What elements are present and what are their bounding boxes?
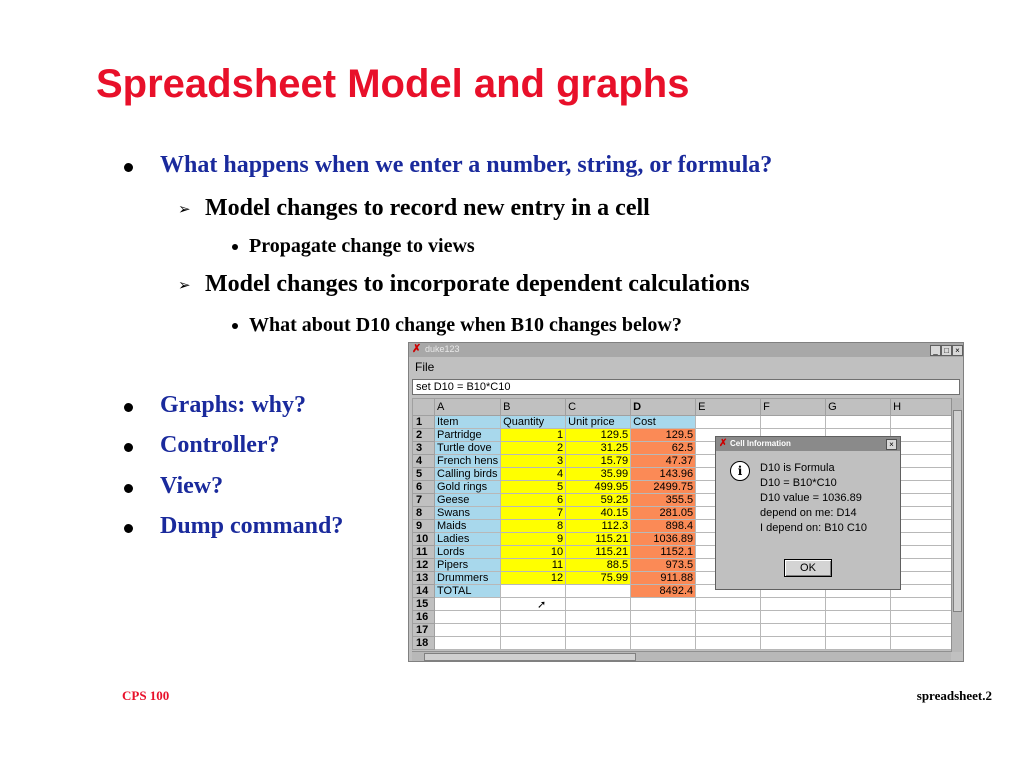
row-header[interactable]: 6	[413, 481, 435, 494]
info-icon: i	[730, 461, 750, 481]
cell[interactable]: Calling birds	[435, 468, 501, 481]
cell[interactable]: 75.99	[566, 572, 631, 585]
column-header-c[interactable]: C	[566, 399, 631, 416]
cell[interactable]: Cost	[631, 416, 696, 429]
table-row	[413, 624, 953, 637]
cell[interactable]: 7	[501, 507, 566, 520]
cell[interactable]: 2499.75	[631, 481, 696, 494]
menu-file[interactable]: File	[415, 360, 435, 374]
cell[interactable]: Ladies	[435, 533, 501, 546]
cell[interactable]	[631, 611, 696, 624]
row-header[interactable]: 11	[413, 546, 435, 559]
cell[interactable]	[696, 624, 761, 637]
dialog-titlebar[interactable]	[716, 437, 900, 451]
cell[interactable]	[566, 611, 631, 624]
close-button[interactable]: ×	[952, 345, 963, 356]
arrow-bullet-icon: ➢	[178, 276, 191, 294]
row-header[interactable]: 15	[413, 598, 435, 611]
cell[interactable]: 911.88	[631, 572, 696, 585]
row-header[interactable]: 14	[413, 585, 435, 598]
cell[interactable]	[435, 637, 501, 650]
bullet-controller: Controller?	[160, 432, 280, 458]
row-header[interactable]: 13	[413, 572, 435, 585]
ok-button[interactable]: OK	[784, 559, 832, 577]
subsubbullet-propagate: Propagate change to views	[249, 235, 475, 257]
cell[interactable]	[435, 611, 501, 624]
x-logo-icon: ✗	[719, 438, 728, 449]
table-row	[413, 611, 953, 624]
window-titlebar[interactable]	[409, 343, 963, 357]
cell[interactable]	[501, 637, 566, 650]
row-header[interactable]: 9	[413, 520, 435, 533]
cell[interactable]	[566, 637, 631, 650]
cell[interactable]: Turtle dove	[435, 442, 501, 455]
cell[interactable]: 62.5	[631, 442, 696, 455]
cell[interactable]: 129.5	[566, 429, 631, 442]
cell-total-cost[interactable]: 8492.4	[631, 585, 696, 598]
cell[interactable]: 5	[501, 481, 566, 494]
column-header-row	[413, 399, 953, 416]
cell[interactable]: Drummers	[435, 572, 501, 585]
cell[interactable]: TOTAL	[435, 585, 501, 598]
vertical-scroll-thumb[interactable]	[953, 410, 962, 612]
cell[interactable]	[761, 598, 826, 611]
command-input[interactable]: set D10 = B10*C10	[412, 379, 960, 395]
table-row	[413, 637, 953, 650]
cell[interactable]	[826, 611, 891, 624]
cell[interactable]: 499.95	[566, 481, 631, 494]
cell[interactable]	[891, 416, 953, 429]
cell[interactable]: 10	[501, 546, 566, 559]
cell[interactable]	[891, 598, 953, 611]
cell[interactable]: 112.3	[566, 520, 631, 533]
cell[interactable]	[501, 585, 566, 598]
bullet-dot	[124, 524, 133, 533]
maximize-button[interactable]: □	[941, 345, 952, 356]
cell[interactable]	[566, 585, 631, 598]
cell[interactable]: Quantity	[501, 416, 566, 429]
cell[interactable]: Item	[435, 416, 501, 429]
cell[interactable]: 281.05	[631, 507, 696, 520]
horizontal-scroll-thumb[interactable]	[424, 653, 636, 661]
cell-d10[interactable]: 1036.89	[631, 533, 696, 546]
cell[interactable]: Gold rings	[435, 481, 501, 494]
table-row	[413, 598, 953, 611]
cell[interactable]: 6	[501, 494, 566, 507]
arrow-bullet-icon: ➢	[178, 200, 191, 218]
cell[interactable]: 9	[501, 533, 566, 546]
cell[interactable]: 355.5	[631, 494, 696, 507]
cell[interactable]	[696, 637, 761, 650]
column-header-h[interactable]: H	[891, 399, 953, 416]
footer-course: CPS 100	[122, 688, 170, 703]
cell[interactable]	[696, 598, 761, 611]
cell[interactable]	[826, 416, 891, 429]
cell[interactable]	[761, 624, 826, 637]
cell[interactable]	[501, 611, 566, 624]
dialog-line: depend on me: D14	[760, 507, 857, 519]
bullet-view: View?	[160, 473, 224, 499]
cell[interactable]: 12	[501, 572, 566, 585]
cell[interactable]: 115.21	[566, 533, 631, 546]
cell[interactable]: 59.25	[566, 494, 631, 507]
row-header[interactable]: 18	[413, 637, 435, 650]
cell[interactable]	[891, 611, 953, 624]
bullet-dot	[124, 443, 133, 452]
row-header[interactable]: 7	[413, 494, 435, 507]
cell[interactable]	[501, 598, 566, 611]
dialog-close-button[interactable]: ×	[886, 439, 897, 450]
column-header-f[interactable]: F	[761, 399, 826, 416]
subbullet-record-entry: Model changes to record new entry in a cell	[205, 195, 650, 221]
cell[interactable]: 3	[501, 455, 566, 468]
row-header[interactable]: 1	[413, 416, 435, 429]
window-title: duke123	[425, 344, 460, 354]
dialog-line: D10 value = 1036.89	[760, 492, 862, 504]
dialog-title: Cell Information	[730, 439, 791, 448]
cell[interactable]: 40.15	[566, 507, 631, 520]
row-header[interactable]: 5	[413, 468, 435, 481]
column-header-g[interactable]: G	[826, 399, 891, 416]
cell[interactable]: Maids	[435, 520, 501, 533]
cell[interactable]: Partridge	[435, 429, 501, 442]
column-header-b[interactable]: B	[501, 399, 566, 416]
cell[interactable]: Pipers	[435, 559, 501, 572]
cell[interactable]	[761, 611, 826, 624]
table-row	[413, 416, 953, 429]
cell[interactable]: 1	[501, 429, 566, 442]
horizontal-scrollbar[interactable]	[412, 651, 951, 661]
bullet-dot	[124, 484, 133, 493]
cell[interactable]: Geese	[435, 494, 501, 507]
cell[interactable]: Swans	[435, 507, 501, 520]
cell[interactable]	[631, 624, 696, 637]
cell[interactable]: 4	[501, 468, 566, 481]
row-header[interactable]: 17	[413, 624, 435, 637]
dialog-line: D10 is Formula	[760, 462, 835, 474]
vertical-scrollbar[interactable]	[951, 398, 962, 652]
cell[interactable]	[891, 624, 953, 637]
row-header[interactable]: 10	[413, 533, 435, 546]
bullet-dot	[232, 323, 238, 329]
row-header[interactable]: 12	[413, 559, 435, 572]
cell[interactable]: 1152.1	[631, 546, 696, 559]
cell[interactable]	[826, 624, 891, 637]
mouse-pointer-icon: ➚	[537, 599, 547, 611]
cell[interactable]: 115.21	[566, 546, 631, 559]
cell-information-dialog	[715, 436, 901, 590]
dialog-line: I depend on: B10 C10	[760, 522, 868, 534]
bullet-dot	[124, 403, 133, 412]
cell[interactable]	[435, 598, 501, 611]
column-header-e[interactable]: E	[696, 399, 761, 416]
bullet-dot	[124, 163, 133, 172]
cell[interactable]: 129.5	[631, 429, 696, 442]
cell[interactable]	[761, 637, 826, 650]
row-header[interactable]: 4	[413, 455, 435, 468]
bullet-what-happens: What happens when we enter a number, string, or formula?	[160, 152, 773, 178]
cell[interactable]: 88.5	[566, 559, 631, 572]
cell[interactable]	[501, 624, 566, 637]
subbullet-dependent-calculations: Model changes to incorporate dependent calculations	[205, 271, 750, 297]
cell[interactable]	[826, 598, 891, 611]
cell[interactable]: 35.99	[566, 468, 631, 481]
column-header-a[interactable]: A	[435, 399, 501, 416]
x-logo-icon: ✗	[412, 343, 422, 355]
cell[interactable]: 31.25	[566, 442, 631, 455]
cell[interactable]	[826, 637, 891, 650]
cell[interactable]	[566, 598, 631, 611]
cell[interactable]	[761, 416, 826, 429]
footer-slide-id: spreadsheet.2	[916, 688, 992, 703]
cell[interactable]: 11	[501, 559, 566, 572]
cell[interactable]: 898.4	[631, 520, 696, 533]
row-header[interactable]: 8	[413, 507, 435, 520]
cell[interactable]	[696, 611, 761, 624]
row-header[interactable]: 3	[413, 442, 435, 455]
bullet-graphs: Graphs: why?	[160, 392, 307, 418]
cell[interactable]	[631, 637, 696, 650]
cell[interactable]: Lords	[435, 546, 501, 559]
cell[interactable]	[696, 416, 761, 429]
corner-cell[interactable]	[413, 399, 435, 416]
row-header[interactable]: 2	[413, 429, 435, 442]
cell[interactable]: 2	[501, 442, 566, 455]
menu-bar	[409, 358, 963, 376]
minimize-button[interactable]: _	[930, 345, 941, 356]
cell[interactable]: 8	[501, 520, 566, 533]
cell[interactable]: French hens	[435, 455, 501, 468]
row-header[interactable]: 16	[413, 611, 435, 624]
cell[interactable]	[891, 637, 953, 650]
slide-title: Spreadsheet Model and graphs	[96, 62, 690, 106]
column-header-d[interactable]: D	[631, 399, 696, 416]
cell[interactable]: 973.5	[631, 559, 696, 572]
cell[interactable]	[435, 624, 501, 637]
cell[interactable]: 47.37	[631, 455, 696, 468]
bullet-dump-command: Dump command?	[160, 513, 344, 539]
cell[interactable]	[631, 598, 696, 611]
cell[interactable]: 143.96	[631, 468, 696, 481]
cell[interactable]: 15.79	[566, 455, 631, 468]
subsubbullet-d10-change: What about D10 change when B10 changes below?	[249, 314, 682, 336]
bullet-dot	[232, 244, 238, 250]
dialog-line: D10 = B10*C10	[760, 477, 837, 489]
cell[interactable]	[566, 624, 631, 637]
cell[interactable]: Unit price	[566, 416, 631, 429]
